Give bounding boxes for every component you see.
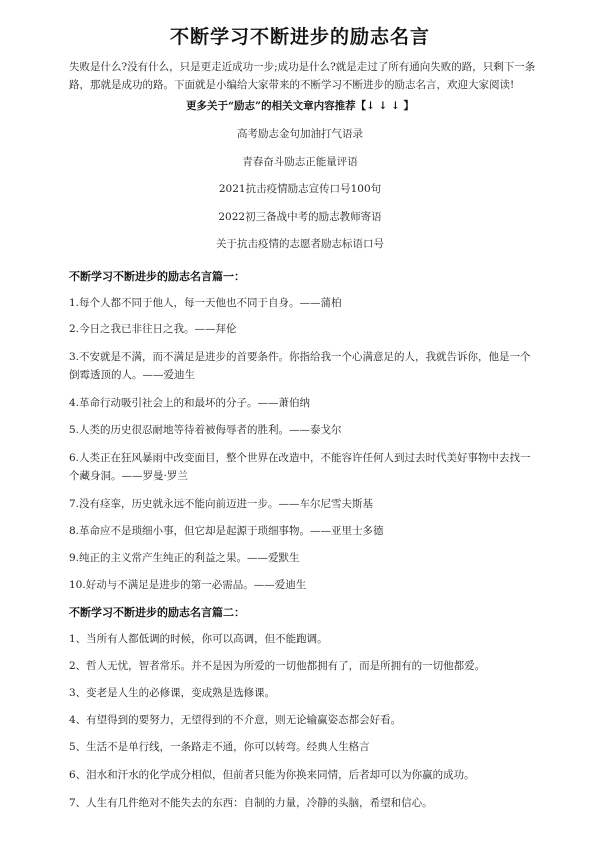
quote-item: 8.革命应不是琐细小事，但它却是起源于琐细事物。——亚里士多德: [69, 525, 384, 537]
quote-item: 9.纯正的主义常产生纯正的利益之果。——爱默生: [69, 552, 300, 564]
section2-heading: 不断学习不断进步的励志名言篇二：: [69, 606, 245, 619]
quote-item: 3、变老是人生的必修课，变成熟是选修课。: [69, 687, 276, 699]
recommend-link[interactable]: 2022初三备战中考的励志教师寄语: [218, 210, 382, 223]
quote-item: 10.好动与不满足是进步的第一必需品。——爱迪生: [69, 579, 307, 591]
quote-item: 2、哲人无忧，智者常乐。并不是因为所爱的一切他都拥有了，而是所拥有的一切他都爱。: [69, 660, 486, 672]
quote-item: 6.人类正在狂风暴雨中改变面目，整个世界在改造中，不能容许任何人到过去时代美好事物中去找一个藏身洞。——罗曼·罗兰: [69, 452, 531, 482]
recommend-link[interactable]: 青春奋斗励志正能量评语: [242, 155, 358, 168]
quote-item: 1.每个人都不同于他人，每一天他也不同于自身。——蒲柏: [69, 297, 342, 309]
recommend-link[interactable]: 关于抗击疫情的志愿者励志标语口号: [216, 238, 384, 250]
quote-item: 7.没有痉挛，历史就永远不能向前迈进一步。——车尔尼雪夫斯基: [69, 498, 374, 510]
more-recommend-heading: 更多关于“励志”的相关文章内容推荐【↓ ↓ ↓ 】: [186, 100, 414, 112]
quote-item: 4、有望得到的要努力，无望得到的不介意，则无论输赢姿态都会好看。: [69, 714, 402, 726]
quote-item: 5、生活不是单行线，一条路走不通，你可以转弯。经典人生格言: [69, 741, 370, 753]
recommend-link-item: [0, 154, 600, 182]
quote-item: 2.今日之我已非往日之我。——拜伦: [69, 323, 237, 335]
recommend-link-item: [0, 181, 600, 209]
recommend-link[interactable]: 高考励志金句加油打气语录: [237, 128, 363, 140]
section1-heading: 不断学习不断进步的励志名言篇一：: [69, 270, 245, 283]
quote-item: 3.不安就是不满，而不满足是进步的首要条件。你指给我一个心满意足的人，我就告诉你，他是一个倒霉透顶的人。——爱迪生: [69, 351, 531, 381]
recommend-link-item: [0, 209, 600, 237]
quote-item: 1、当所有人都低调的时候，你可以高调，但不能跑调。: [69, 633, 328, 645]
recommend-link-item: [0, 236, 600, 264]
quote-item: 5.人类的历史很忍耐地等待着被侮辱者的胜利。——泰戈尔: [69, 424, 342, 436]
intro-line-1: 失败是什么?没有什么，只是更走近成功一步;成功是什么?就是走过了所有通向失败的路，只剩下一条: [69, 61, 536, 73]
recommend-link-item: [0, 126, 600, 154]
recommend-link[interactable]: 2021抗击疫情励志宣传口号100句: [218, 183, 382, 195]
quote-item: 6、泪水和汗水的化学成分相似，但前者只能为你换来同情，后者却可以为你赢的成功。: [69, 769, 475, 781]
recommend-link-list: [0, 126, 600, 264]
quote-item: 7、人生有几件绝对不能失去的东西：自制的力量，冷静的头脑，希望和信心。: [69, 797, 433, 809]
intro-line-2: 路，那就是成功的路。下面就是小编给大家带来的不断学习不断进步的励志名言，欢迎大家阅读!: [69, 79, 515, 91]
intro-paragraph: [69, 58, 539, 94]
quote-item: 4.革命行动吸引社会上的和最坏的分子。——萧伯纳: [69, 397, 311, 409]
page-title: 不断学习不断进步的励志名言: [169, 26, 430, 48]
